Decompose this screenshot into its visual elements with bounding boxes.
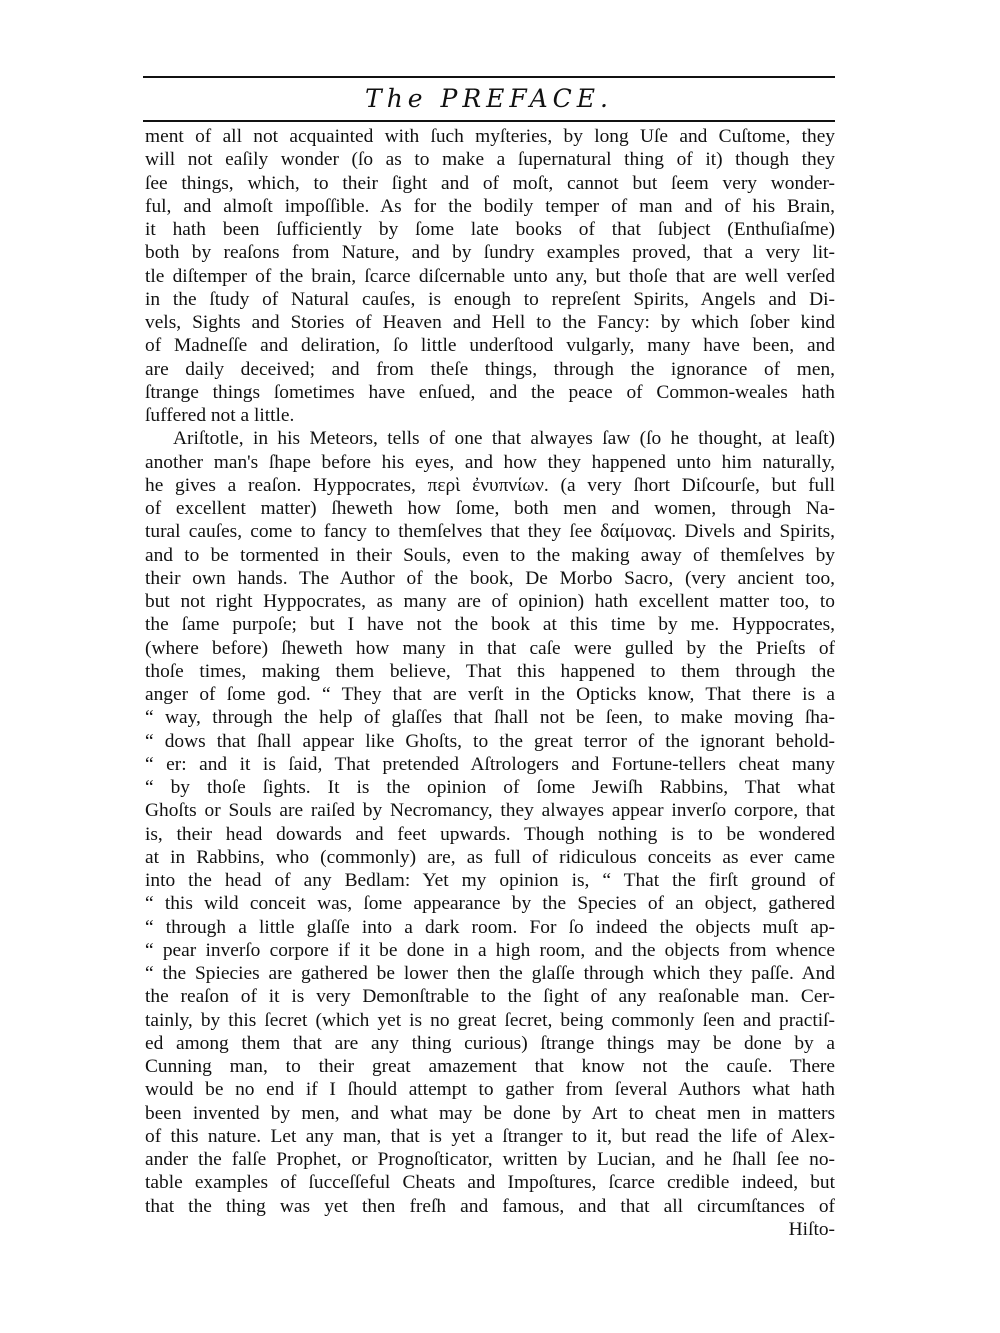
text-line: that the thing was yet then freſh and famous, and that all circumſtances of [145,1195,835,1217]
preface-body-text [145,125,835,1241]
text-line: “ the Spiecies are gathered be lower then the glaſſe through which they paſſe. And [145,963,835,984]
text-line: table examples of ſucceſſeful Cheats and Impoſtures, ſcarce credible indeed, but [145,1172,835,1194]
text-line: but not right Hyppocrates, as many are of opinion) hath excellent matter too, to [145,591,835,612]
text-line: the ſame purpoſe; but I have not the book at this time by me. Hyppocrates, [145,614,835,636]
header-bottom-rule [143,120,835,122]
text-line: tle diſtemper of the brain, ſcarce diſcernable unto any, but thoſe that are well verſed [145,265,835,287]
running-head: The PREFACE. [365,84,613,113]
text-line: at in Rabbins, who (commonly) are, as full of ridiculous conceits as ever came [145,846,835,868]
header-top-rule [143,76,835,78]
text-line: ful, and almoſt impoſſible. As for the bodily temper of man and of his Brain, [145,195,835,217]
text-line: of excellent matter) ſheweth how ſome, both men and women, through Na- [145,498,835,519]
text-line: their own hands. The Author of the book, De Morbo Sacro, (very ancient too, [145,567,835,589]
text-line: is, their head dowards and feet upwards. Though nothing is to be wondered [145,823,835,845]
text-line: tural cauſes, come to fancy to themſelves that they ſee δαίμονας. Divels and Spirits, [145,521,835,543]
text-line: of Madneſſe and deliration, ſo little underſtood vulgarly, many have been, and [145,335,835,357]
text-line: ſuffered not a little. [145,405,295,426]
text-line: “ this wild conceit was, ſome appearance by the Species of an object, gathered [145,893,835,915]
text-line: “ er: and it is ſaid, That pretended Aſtrologers and Fortune-tellers cheat many [145,753,835,775]
text-line: (where before) ſheweth how many in that caſe were gulled by the Prieſts of [145,637,835,659]
text-line: are daily deceived; and from theſe things, through the ignorance of men, [145,358,835,380]
text-line: thoſe times, making them believe, That this happened to them through the [145,660,835,682]
text-line: Ghoſts or Souls are raiſed by Necromancy, they alwayes appear inverſo corpore, that [145,800,835,822]
text-line: he gives a reaſon. Hyppocrates, περὶ ἐνυπνίων. (a very ſhort Diſcourſe, but full [145,474,835,496]
text-line: Ariſtotle, in his Meteors, tells of one that alwayes ſaw (ſo he thought, at leaſt) [173,428,835,450]
text-line: will not eaſily wonder (ſo as to make a ſupernatural thing of it) though they [145,149,835,171]
text-line: in the ſtudy of Natural cauſes, is enough to repreſent Spirits, Angels and Di- [145,288,835,310]
text-line: another man's ſhape before his eyes, and how they happened unto him naturally, [145,451,835,473]
text-line: “ pear inverſo corpore if it be done in a high room, and the objects from whence [145,939,835,961]
text-line: anger of ſome god. “ They that are verſt in the Opticks know, That there is a [145,684,835,705]
text-line: Cunning man, to their great amazement that know not the cauſe. There [145,1056,835,1077]
text-line: “ way, through the help of glaſſes that ſhall not be ſeen, to make moving ſha- [145,707,835,729]
text-line: tainly, by this ſecret (which yet is no great ſecret, being commonly ſeen and practiſ- [145,1009,835,1031]
text-line: ſtrange things ſometimes have enſued, and the peace of Common-weales hath [145,381,835,403]
text-line: the reaſon of it is very Demonſtrable to the ſight of any reaſonable man. Cer- [145,986,835,1008]
text-line: “ dows that ſhall appear like Ghoſts, to the great terror of the ignorant behold- [145,730,835,752]
text-line: of this nature. Let any man, that is yet a ſtranger to it, but read the life of Alex- [145,1125,835,1147]
text-line: into the head of any Bedlam: Yet my opinion is, “ That the firſt ground of [145,870,835,891]
text-line: “ by thoſe ſights. It is the opinion of ſome Jewiſh Rabbins, That what [145,777,835,798]
text-line: both by reaſons from Nature, and by ſundry examples proved, that a very lit- [145,242,835,264]
text-line: “ through a little glaſſe into a dark room. For ſo indeed the objects muſt ap- [145,916,835,938]
text-line: ment of all not acquainted with ſuch myſteries, by long Uſe and Cuſtome, they [145,126,835,147]
text-line: ſee things, which, to their ſight and of moſt, cannot but ſeem very wonder- [145,172,835,194]
text-line: ander the falſe Prophet, or Prognoſticator, written by Lucian, and he ſhall ſee no- [145,1149,835,1170]
text-line: and to be tormented in their Souls, even to the making away of themſelves by [145,544,835,566]
text-line: would be no end if I ſhould attempt to gather from ſeveral Authors what hath [145,1079,835,1101]
text-line: been invented by men, and what may be done by Art to cheat men in matters [145,1102,835,1124]
text-line: vels, Sights and Stories of Heaven and Hell to the Fancy: by which ſober kind [145,312,835,333]
catchword: Hiſto- [788,1218,835,1240]
text-line: ed among them that are any thing curious) ſtrange things may be done by a [145,1032,835,1054]
text-line: it hath been ſufficiently by ſome late books of that ſubject (Enthuſiaſme) [145,219,835,240]
